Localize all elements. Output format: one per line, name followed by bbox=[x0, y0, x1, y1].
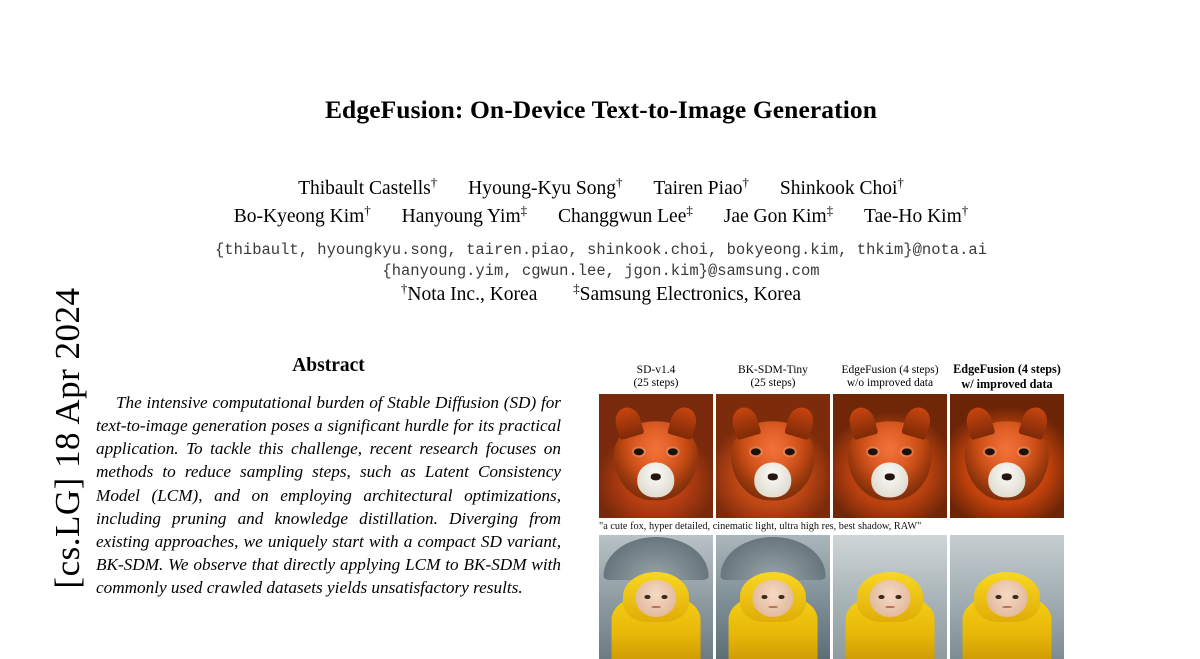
author-name: Changgwun Lee bbox=[558, 206, 687, 228]
child-eye-right bbox=[779, 595, 785, 599]
affiliation-mark-ddagger: ‡ bbox=[573, 280, 580, 296]
author-affiliation-mark: † bbox=[616, 174, 623, 190]
child-mouth bbox=[651, 606, 662, 609]
fox-eye-right bbox=[785, 448, 795, 455]
arxiv-identifier-stamp: [cs.LG] 18 Apr 2024 bbox=[48, 287, 87, 589]
author-affiliation-mark: † bbox=[742, 174, 749, 190]
author-affiliation-mark: ‡ bbox=[686, 202, 693, 218]
email-line-nota: {thibault, hyoungkyu.song, tairen.piao, shinkook.choi, bokyeong.kim, thkim}@nota.ai bbox=[214, 240, 988, 259]
abstract-column bbox=[96, 355, 561, 659]
figure-prompt-caption-fox: "a cute fox, hyper detailed, cinematic light, ultra high res, best shadow, RAW" bbox=[599, 521, 922, 532]
figure-image-child-sd14 bbox=[599, 535, 713, 659]
fox-snout-shape bbox=[754, 463, 791, 498]
author-name: Bo-Kyeong Kim bbox=[233, 206, 365, 228]
fox-eye-right bbox=[668, 448, 678, 455]
author-affiliation-mark: † bbox=[961, 202, 969, 218]
fox-face-shape bbox=[848, 421, 932, 500]
affiliation-samsung bbox=[573, 280, 802, 306]
fox-eye-right bbox=[1019, 448, 1029, 455]
figure-column-header-line1: SD-v1.4 bbox=[636, 363, 676, 376]
child-eye-left bbox=[996, 595, 1002, 599]
author-affiliation-mark: † bbox=[430, 174, 438, 190]
fox-face-shape bbox=[731, 421, 815, 500]
figure-image-child-bksdm bbox=[716, 535, 830, 659]
child-face bbox=[635, 580, 676, 617]
fox-eye-left bbox=[985, 448, 995, 455]
author bbox=[234, 203, 371, 231]
figure-image-child-edgefusion-base bbox=[833, 535, 947, 659]
author bbox=[724, 203, 833, 231]
author bbox=[864, 203, 968, 231]
author-affiliation-mark: ‡ bbox=[826, 202, 834, 218]
fox-eye-left bbox=[751, 448, 761, 455]
figure-column-header-line2: (25 steps) bbox=[633, 377, 679, 390]
affiliation-name: Nota Inc., Korea bbox=[407, 283, 538, 305]
body-columns bbox=[96, 355, 1106, 659]
paper-page bbox=[96, 0, 1106, 648]
author-name: Hyoung-Kyu Song bbox=[468, 178, 617, 199]
child-mouth bbox=[1002, 606, 1013, 609]
child-eye-right bbox=[896, 595, 902, 599]
author-name: Jae Gon Kim bbox=[723, 206, 827, 228]
affiliation-line bbox=[96, 280, 1106, 306]
fox-snout-shape bbox=[988, 463, 1025, 498]
author-name: Tairen Piao bbox=[653, 178, 743, 199]
author bbox=[780, 175, 904, 203]
fox-snout-shape bbox=[637, 463, 674, 498]
author-affiliation-mark: † bbox=[897, 174, 904, 190]
page-title: EdgeFusion: On-Device Text-to-Image Generation bbox=[324, 95, 878, 124]
author-name: Shinkook Choi bbox=[779, 178, 898, 199]
affiliation-nota bbox=[400, 280, 538, 306]
author-row-2 bbox=[96, 203, 1106, 231]
figure-row-child bbox=[599, 535, 1069, 659]
figure-image-fox-edgefusion-base bbox=[833, 394, 947, 518]
figure-column-header-line1: EdgeFusion (4 steps) bbox=[841, 363, 939, 376]
figure-row-fox bbox=[599, 394, 1069, 518]
child-eye-left bbox=[879, 595, 885, 599]
figure-column-header bbox=[599, 364, 713, 391]
author bbox=[468, 175, 622, 203]
author-affiliation-mark: † bbox=[364, 202, 371, 218]
child-face bbox=[752, 580, 793, 617]
author-row-1 bbox=[96, 175, 1106, 203]
abstract-body: The intensive computational burden of Stable Diffusion (SD) for text-to-image generation poses a significant hurdle for its practical application. To tackle this challenge, recent research focuses on methods to reduce sampling steps, such as Latent Consistency Model (LCM), and on employing architectural optimizations, including pruning and knowledge distillation. Diverging from existing approaches, we uniquely start with a compact SD variant, BK-SDM. We observe that directly applying LCM to BK-SDM with commonly used crawled datasets yields unsatisfactory results. bbox=[96, 393, 561, 597]
author-name: Hanyoung Yim bbox=[401, 206, 521, 228]
figure-image-fox-sd14 bbox=[599, 394, 713, 518]
affiliation-mark-dagger: † bbox=[400, 280, 408, 296]
abstract-heading: Abstract bbox=[292, 355, 365, 376]
child-eye-left bbox=[645, 595, 651, 599]
author-name: Tae-Ho Kim bbox=[864, 206, 962, 228]
figure-column-header-line2: w/o improved data bbox=[846, 377, 934, 390]
comparison-figure bbox=[599, 355, 1069, 659]
author bbox=[298, 175, 437, 203]
author-affiliation-mark: ‡ bbox=[520, 202, 528, 218]
author bbox=[402, 203, 527, 231]
fox-eye-right bbox=[902, 448, 912, 455]
child-eye-right bbox=[1013, 595, 1019, 599]
fox-face-shape bbox=[614, 421, 698, 500]
affiliation-name: Samsung Electronics, Korea bbox=[579, 283, 802, 305]
figure-column-header-line1: EdgeFusion (4 steps) bbox=[953, 362, 1061, 377]
figure-column-header-highlighted bbox=[950, 362, 1064, 391]
fox-eye-left bbox=[868, 448, 878, 455]
figure-column-headers bbox=[599, 355, 1069, 391]
author bbox=[653, 175, 749, 203]
child-eye-right bbox=[662, 595, 668, 599]
figure-column-header bbox=[833, 364, 947, 391]
author bbox=[558, 203, 693, 231]
figure-column-header bbox=[716, 364, 830, 391]
email-line-samsung: {hanyoung.yim, cgwun.lee, jgon.kim}@samsung.com bbox=[382, 261, 820, 280]
author-block bbox=[96, 175, 1106, 306]
child-face bbox=[986, 580, 1027, 617]
author-name: Thibault Castells bbox=[298, 178, 431, 199]
figure-column-header-line2: w/ improved data bbox=[961, 376, 1053, 391]
figure-image-child-edgefusion-improved bbox=[950, 535, 1064, 659]
child-face bbox=[869, 580, 910, 617]
child-mouth bbox=[768, 606, 779, 609]
figure-image-fox-bksdm bbox=[716, 394, 830, 518]
figure-column-header-line1: BK-SDM-Tiny bbox=[738, 363, 808, 376]
child-mouth bbox=[885, 606, 896, 609]
fox-snout-shape bbox=[871, 463, 908, 498]
figure-image-fox-edgefusion-improved bbox=[950, 394, 1064, 518]
child-eye-left bbox=[762, 595, 768, 599]
fox-eye-left bbox=[634, 448, 644, 455]
fox-face-shape bbox=[965, 421, 1049, 500]
figure-column-header-line2: (25 steps) bbox=[750, 377, 796, 390]
